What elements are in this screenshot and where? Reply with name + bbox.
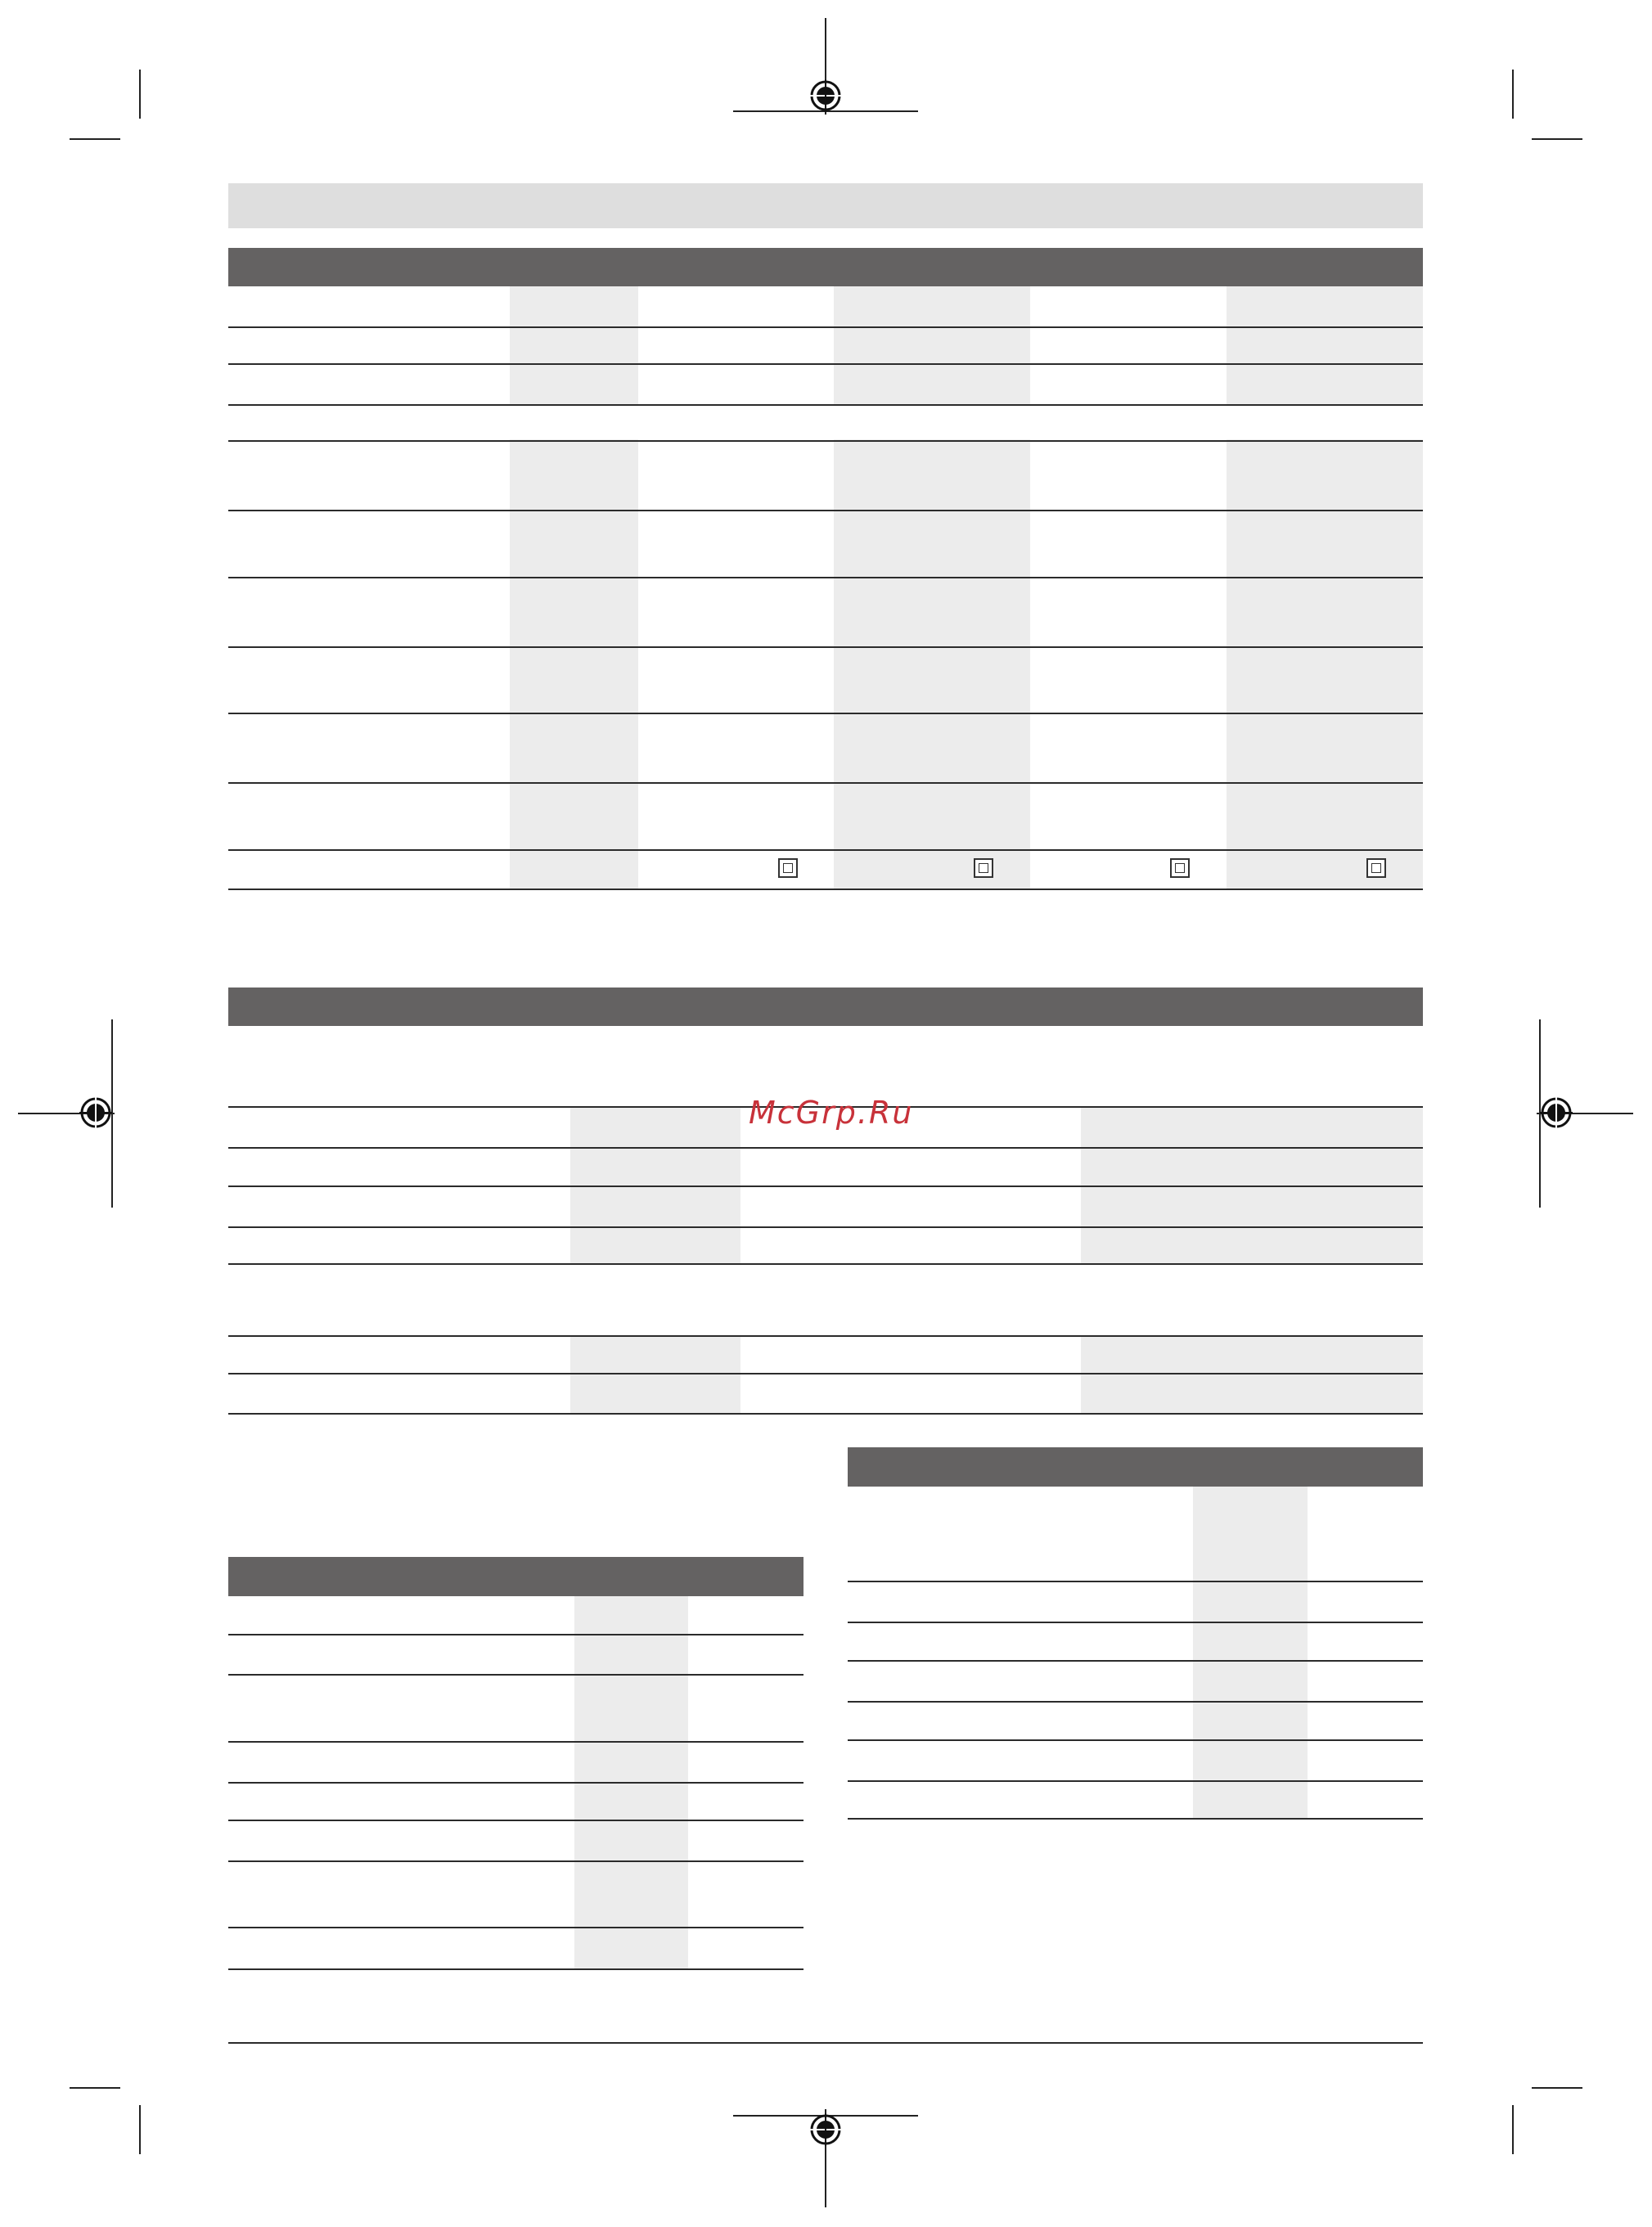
shaded-column: [834, 286, 1030, 889]
crop-mark-bottom-right-h: [1532, 2087, 1582, 2089]
shaded-column: [510, 286, 638, 889]
checkbox-icon: [1170, 858, 1190, 878]
row-rule: [848, 1660, 1423, 1662]
crop-mark-bottom-left-v: [139, 2105, 141, 2154]
row-rule: [228, 1968, 803, 1970]
row-rule: [848, 1780, 1423, 1782]
row-rule: [848, 1818, 1423, 1820]
table-header-bar: [228, 248, 1423, 286]
shaded-column: [1081, 1336, 1423, 1414]
row-rule: [848, 1701, 1423, 1703]
row-rule: [228, 1413, 1423, 1415]
row-rule: [228, 889, 1423, 890]
row-rule: [228, 1335, 1423, 1337]
crop-mark-top-left-v: [139, 70, 141, 119]
registration-mark-icon: [79, 1096, 112, 1129]
row-rule: [228, 1185, 1423, 1187]
crop-mark-bottom-left-h: [70, 2087, 120, 2089]
registration-mark-icon: [809, 2113, 842, 2146]
footer-rule: [228, 2042, 1423, 2044]
row-rule: [228, 1741, 803, 1743]
page-header-band: [228, 183, 1423, 228]
row-rule: [848, 1739, 1423, 1741]
row-rule: [228, 577, 1423, 578]
row-rule: [228, 1263, 1423, 1265]
shaded-column: [1193, 1487, 1308, 1818]
crop-mark-top-right-h: [1532, 138, 1582, 140]
row-rule: [228, 713, 1423, 714]
table-row-spacer: [228, 406, 1423, 439]
watermark-text: McGrp.Ru: [749, 1095, 914, 1131]
row-rule: [848, 1622, 1423, 1623]
table-header-bar: [228, 1557, 803, 1596]
row-rule: [228, 1373, 1423, 1374]
row-rule: [228, 510, 1423, 511]
row-rule: [228, 363, 1423, 365]
table-header-bar: [228, 988, 1423, 1026]
crop-mark-top-right-v: [1512, 70, 1514, 119]
row-rule: [228, 1674, 803, 1676]
checkbox-icon: [974, 858, 993, 878]
row-rule: [228, 404, 1423, 406]
row-rule: [228, 1820, 803, 1821]
shaded-column: [1227, 286, 1423, 889]
row-rule: [228, 1634, 803, 1635]
crop-mark-bottom-right-v: [1512, 2105, 1514, 2154]
row-rule: [228, 1782, 803, 1784]
row-rule: [228, 1147, 1423, 1149]
row-rule: [228, 1927, 803, 1928]
registration-mark-icon: [809, 79, 842, 112]
row-rule: [228, 326, 1423, 328]
row-rule: [228, 1226, 1423, 1228]
row-rule: [228, 440, 1423, 442]
row-rule: [228, 1860, 803, 1862]
crop-mark-top-left-h: [70, 138, 120, 140]
checkbox-icon: [1366, 858, 1386, 878]
row-rule: [228, 646, 1423, 648]
row-rule: [228, 849, 1423, 851]
row-rule: [848, 1581, 1423, 1582]
registration-mark-icon: [1540, 1096, 1573, 1129]
shaded-column: [570, 1336, 740, 1414]
row-rule: [228, 782, 1423, 784]
table-header-bar: [848, 1447, 1423, 1487]
checkbox-icon: [778, 858, 798, 878]
